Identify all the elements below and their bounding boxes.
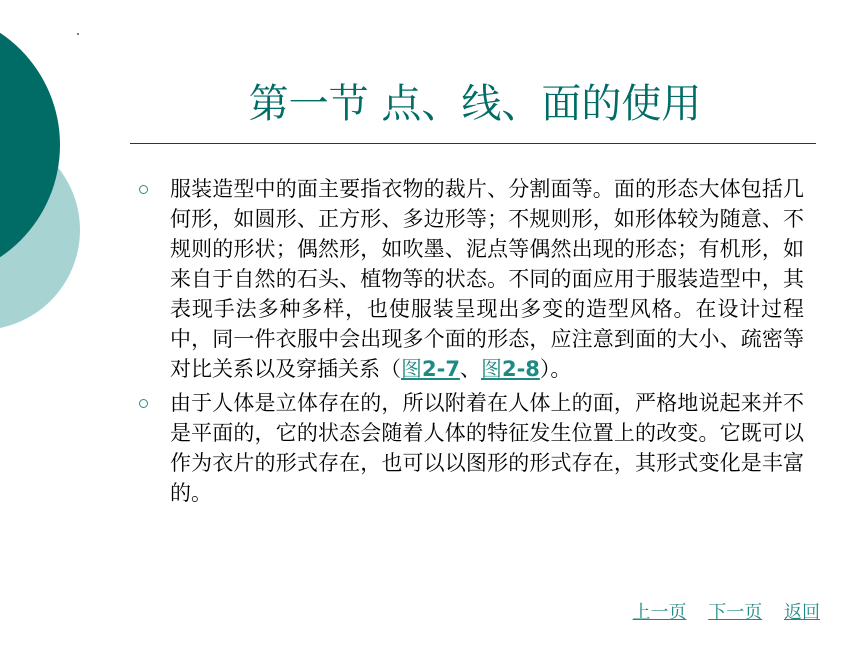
- bullet-circle-icon: [139, 399, 148, 408]
- figure-2-8-link[interactable]: [481, 357, 540, 381]
- list-item: [136, 174, 804, 384]
- content-list: [136, 174, 804, 508]
- link-prefix: 图: [480, 357, 502, 381]
- slide-title: 第一节 点、线、面的使用: [248, 81, 702, 127]
- paragraph-text: 服装造型中的面主要指衣物的裁片、分割面等。面的形态大体包括几何形，如圆形、正方形、多边形等；不规则形，如形体较为随意、不规则的形状；偶然形，如吹墨、泥点等偶然出现的形态；有机形，如来自于自然的石头、植物等的状态。不同的面应用于服装造型中，其表现手法多种多样，也使服装呈现出多变的造型风格。在设计过程中，同一件衣服中会出现多个面的形态，应注意到面的大小、疏密等对比关系以及穿插关系（: [170, 177, 804, 381]
- title-divider: [130, 143, 816, 144]
- back-link[interactable]: 返回: [784, 602, 820, 623]
- link-number: 2-8: [501, 357, 540, 381]
- link-number: 2-7: [422, 357, 460, 381]
- figure-2-7-link[interactable]: [401, 357, 460, 381]
- separator: 、: [459, 357, 481, 381]
- paragraph-faces: [170, 174, 804, 384]
- paragraph-body-shape: 由于人体是立体存在的，所以附着在人体上的面，严格地说起来并不是平面的，它的状态会随着人体的特征发生位置上的改变。它既可以作为衣片的形式存在，也可以以图形的形式存在，其形式变化是丰富的。: [170, 391, 804, 505]
- decorative-dot: [77, 33, 79, 35]
- list-item: [136, 388, 804, 508]
- bullet-circle-icon: [139, 185, 148, 194]
- paragraph-text-end: ）。: [539, 357, 572, 381]
- slide-navigation: [633, 598, 820, 624]
- link-prefix: 图: [401, 357, 422, 381]
- prev-page-link[interactable]: 上一页: [632, 602, 687, 623]
- next-page-link[interactable]: 下一页: [708, 602, 763, 623]
